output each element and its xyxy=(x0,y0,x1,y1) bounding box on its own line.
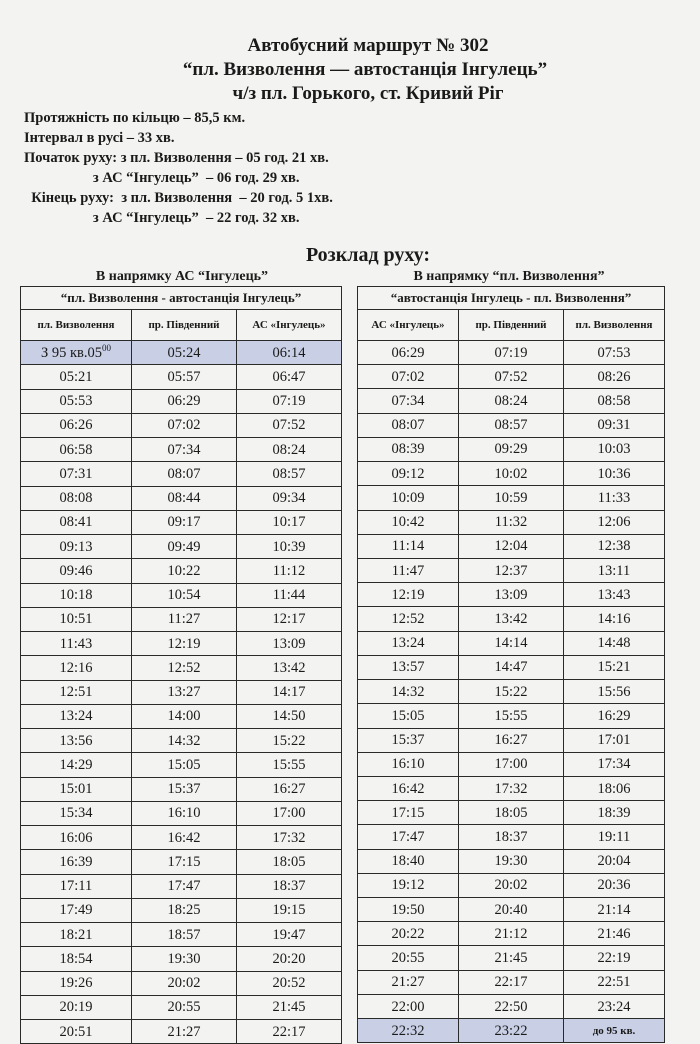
table-cell: 15:05 xyxy=(358,704,459,728)
table-cell: 22:32 xyxy=(358,1019,459,1043)
table-cell: 09:13 xyxy=(21,535,132,559)
table-cell: 21:14 xyxy=(564,898,665,922)
table-row xyxy=(358,776,665,800)
table-row xyxy=(21,729,342,753)
start-time-2: з АС “Інгулець” – 06 год. 29 хв. xyxy=(24,170,300,186)
end-time-2: з АС “Інгулець” – 22 год. 32 хв. xyxy=(24,210,300,226)
table-cell: 09:49 xyxy=(132,535,237,559)
table-cell: 08:57 xyxy=(237,462,342,486)
table-cell: 11:44 xyxy=(237,583,342,607)
table-cell: 13:24 xyxy=(358,631,459,655)
table-cell: 19:30 xyxy=(132,947,237,971)
table-cell: 07:52 xyxy=(459,365,564,389)
table-row xyxy=(21,365,342,389)
table-row xyxy=(21,995,342,1019)
table-cell: 05:21 xyxy=(21,365,132,389)
table-cell: 10:03 xyxy=(564,437,665,461)
table-cell: 07:53 xyxy=(564,341,665,365)
table-row xyxy=(21,389,342,413)
table-cell: 10:59 xyxy=(459,486,564,510)
left-col-header: пл. Визволення xyxy=(21,310,132,341)
table-cell: 20:19 xyxy=(21,995,132,1019)
left-col-header: АС «Інгулець» xyxy=(237,310,342,341)
table-row xyxy=(358,486,665,510)
table-row xyxy=(21,656,342,680)
table-cell: 15:05 xyxy=(132,753,237,777)
table-cell: 15:37 xyxy=(132,777,237,801)
table-cell: 17:01 xyxy=(564,728,665,752)
table-row xyxy=(358,341,665,365)
table-cell: 16:42 xyxy=(358,776,459,800)
end-time-1: Кінець руху: з пл. Визволення – 20 год. 5 1хв. xyxy=(24,190,333,206)
table-row xyxy=(21,704,342,728)
table-cell: 15:55 xyxy=(237,753,342,777)
table-cell: 11:47 xyxy=(358,558,459,582)
table-cell: 10:42 xyxy=(358,510,459,534)
table-cell: 12:19 xyxy=(358,583,459,607)
table-row xyxy=(358,898,665,922)
table-cell: 17:32 xyxy=(237,826,342,850)
table-cell: 15:01 xyxy=(21,777,132,801)
table-row xyxy=(21,850,342,874)
table-cell: 22:50 xyxy=(459,994,564,1018)
table-cell: 14:32 xyxy=(132,729,237,753)
table-cell: до 95 кв. xyxy=(564,1019,665,1043)
table-cell: 13:11 xyxy=(564,558,665,582)
table-cell: 13:27 xyxy=(132,680,237,704)
table-cell: 21:46 xyxy=(564,922,665,946)
table-row xyxy=(21,510,342,534)
route-info xyxy=(24,108,333,228)
table-cell: 08:44 xyxy=(132,486,237,510)
table-row xyxy=(21,898,342,922)
table-cell: 13:43 xyxy=(564,583,665,607)
table-row xyxy=(358,970,665,994)
table-cell: 20:55 xyxy=(132,995,237,1019)
table-cell: 07:02 xyxy=(358,365,459,389)
table-row xyxy=(358,873,665,897)
table-cell: 21:45 xyxy=(237,995,342,1019)
table-row xyxy=(21,1020,342,1044)
table-cell: 08:07 xyxy=(358,413,459,437)
table-cell: 06:29 xyxy=(358,341,459,365)
table-cell: 21:45 xyxy=(459,946,564,970)
right-col-header: пл. Визволення xyxy=(564,310,665,341)
table-row xyxy=(358,413,665,437)
table-cell: 17:11 xyxy=(21,874,132,898)
route-via-title: ч/з пл. Горького, ст. Кривий Ріг xyxy=(232,83,504,104)
table-cell: 15:55 xyxy=(459,704,564,728)
table-row xyxy=(358,437,665,461)
right-direction: В напрямку “пл. Визволення” xyxy=(413,269,605,284)
table-cell: 12:17 xyxy=(237,607,342,631)
first-departure-label: З 95 кв.05 xyxy=(40,344,103,361)
table-cell: 22:51 xyxy=(564,970,665,994)
table-row xyxy=(21,486,342,510)
table-cell: 15:21 xyxy=(564,655,665,679)
table-cell: 20:04 xyxy=(564,849,665,873)
table-cell xyxy=(21,341,132,365)
right-col-header: пр. Південний xyxy=(459,310,564,341)
table-cell: 19:12 xyxy=(358,873,459,897)
table-cell: 17:34 xyxy=(564,752,665,776)
table-cell: 22:17 xyxy=(459,970,564,994)
table-row xyxy=(21,438,342,462)
table-cell: 12:06 xyxy=(564,510,665,534)
table-cell: 12:04 xyxy=(459,534,564,558)
title-block xyxy=(0,34,700,106)
left-col-header: пр. Південний xyxy=(132,310,237,341)
table-cell: 11:32 xyxy=(459,510,564,534)
table-cell: 19:50 xyxy=(358,898,459,922)
table-cell: 14:14 xyxy=(459,631,564,655)
table-cell: 23:22 xyxy=(459,1019,564,1043)
table-cell: 05:57 xyxy=(132,365,237,389)
table-cell: 06:29 xyxy=(132,389,237,413)
table-row xyxy=(358,558,665,582)
table-row xyxy=(358,849,665,873)
table-row xyxy=(21,801,342,825)
table-row xyxy=(358,801,665,825)
table-cell: 08:39 xyxy=(358,437,459,461)
table-row xyxy=(21,826,342,850)
table-cell: 17:15 xyxy=(358,801,459,825)
table-cell: 11:12 xyxy=(237,559,342,583)
table-cell: 16:10 xyxy=(358,752,459,776)
table-cell: 17:15 xyxy=(132,850,237,874)
table-row xyxy=(358,680,665,704)
table-cell: 06:58 xyxy=(21,438,132,462)
table-cell: 06:14 xyxy=(237,341,342,365)
table-row xyxy=(358,946,665,970)
table-cell: 21:12 xyxy=(459,922,564,946)
table-cell: 15:37 xyxy=(358,728,459,752)
table-cell: 18:06 xyxy=(564,776,665,800)
table-cell: 13:56 xyxy=(21,729,132,753)
table-cell: 05:24 xyxy=(132,341,237,365)
table-cell: 07:02 xyxy=(132,413,237,437)
table-cell: 16:27 xyxy=(237,777,342,801)
table-cell: 07:52 xyxy=(237,413,342,437)
table-cell: 13:09 xyxy=(459,583,564,607)
table-row xyxy=(21,559,342,583)
table-cell: 14:48 xyxy=(564,631,665,655)
table-cell: 14:32 xyxy=(358,680,459,704)
table-cell: 12:38 xyxy=(564,534,665,558)
table-cell: 22:19 xyxy=(564,946,665,970)
start-time-1: Початок руху: з пл. Визволення – 05 год. 21 хв. xyxy=(24,150,329,166)
table-row xyxy=(358,1019,665,1043)
table-cell: 08:24 xyxy=(237,438,342,462)
route-length: Протяжність по кільцю – 85,5 км. xyxy=(24,110,246,126)
table-cell: 20:51 xyxy=(21,1020,132,1044)
table-cell: 08:57 xyxy=(459,413,564,437)
table-cell: 10:09 xyxy=(358,486,459,510)
table-cell: 18:21 xyxy=(21,923,132,947)
table-cell: 12:16 xyxy=(21,656,132,680)
table-row xyxy=(358,510,665,534)
table-cell: 13:09 xyxy=(237,632,342,656)
table-cell: 16:10 xyxy=(132,801,237,825)
table-cell: 10:02 xyxy=(459,462,564,486)
table-row xyxy=(358,534,665,558)
table-row xyxy=(21,680,342,704)
table-cell: 13:24 xyxy=(21,704,132,728)
table-row xyxy=(358,583,665,607)
route-number-title: Автобусний маршрут № 302 xyxy=(247,35,489,56)
table-row xyxy=(21,535,342,559)
table-cell: 09:29 xyxy=(459,437,564,461)
table-cell: 17:49 xyxy=(21,898,132,922)
table-row xyxy=(358,365,665,389)
table-cell: 20:40 xyxy=(459,898,564,922)
table-cell: 10:39 xyxy=(237,535,342,559)
table-cell: 08:58 xyxy=(564,389,665,413)
table-row xyxy=(21,632,342,656)
table-row xyxy=(358,389,665,413)
table-row xyxy=(21,947,342,971)
table-cell: 14:17 xyxy=(237,680,342,704)
table-cell: 15:22 xyxy=(459,680,564,704)
table-cell: 16:29 xyxy=(564,704,665,728)
table-cell: 07:19 xyxy=(237,389,342,413)
table-cell: 10:54 xyxy=(132,583,237,607)
right-route-header: “автостанція Інгулець - пл. Визволення” xyxy=(358,287,665,310)
table-cell: 19:47 xyxy=(237,923,342,947)
table-row xyxy=(21,777,342,801)
table-cell: 22:17 xyxy=(237,1020,342,1044)
table-cell: 15:56 xyxy=(564,680,665,704)
table-cell: 18:40 xyxy=(358,849,459,873)
schedule-title: Розклад руху: xyxy=(305,244,431,266)
table-cell: 07:34 xyxy=(132,438,237,462)
table-cell: 14:00 xyxy=(132,704,237,728)
table-cell: 14:29 xyxy=(21,753,132,777)
table-cell: 10:36 xyxy=(564,462,665,486)
table-row xyxy=(21,753,342,777)
table-cell: 18:57 xyxy=(132,923,237,947)
table-cell: 07:31 xyxy=(21,462,132,486)
table-row xyxy=(21,923,342,947)
table-row xyxy=(358,631,665,655)
table-cell: 12:52 xyxy=(358,607,459,631)
table-cell: 18:37 xyxy=(237,874,342,898)
left-direction: В напрямку АС “Інгулець” xyxy=(95,269,269,284)
table-cell: 18:37 xyxy=(459,825,564,849)
table-row xyxy=(358,728,665,752)
table-cell: 15:22 xyxy=(237,729,342,753)
table-cell: 10:18 xyxy=(21,583,132,607)
table-row xyxy=(358,704,665,728)
table-cell: 08:41 xyxy=(21,510,132,534)
table-row xyxy=(358,752,665,776)
table-cell: 11:33 xyxy=(564,486,665,510)
table-cell: 23:24 xyxy=(564,994,665,1018)
table-cell: 07:19 xyxy=(459,341,564,365)
table-row xyxy=(21,874,342,898)
first-departure-minutes: 00 xyxy=(102,342,112,353)
table-cell: 11:43 xyxy=(21,632,132,656)
table-row xyxy=(21,413,342,437)
table-cell: 20:20 xyxy=(237,947,342,971)
table-cell: 07:34 xyxy=(358,389,459,413)
route-interval: Інтервал в русі – 33 хв. xyxy=(24,130,175,146)
table-cell: 17:00 xyxy=(237,801,342,825)
table-cell: 12:19 xyxy=(132,632,237,656)
table-cell: 10:17 xyxy=(237,510,342,534)
table-row xyxy=(358,607,665,631)
table-row xyxy=(358,825,665,849)
table-cell: 06:26 xyxy=(21,413,132,437)
table-cell: 20:02 xyxy=(132,971,237,995)
table-cell: 13:42 xyxy=(459,607,564,631)
table-row xyxy=(21,971,342,995)
table-cell: 17:47 xyxy=(358,825,459,849)
table-cell: 21:27 xyxy=(358,970,459,994)
table-cell: 18:05 xyxy=(237,850,342,874)
table-row xyxy=(358,462,665,486)
table-cell: 10:51 xyxy=(21,607,132,631)
table-cell: 08:07 xyxy=(132,462,237,486)
table-cell: 17:00 xyxy=(459,752,564,776)
table-cell: 17:32 xyxy=(459,776,564,800)
table-cell: 10:22 xyxy=(132,559,237,583)
table-cell: 12:52 xyxy=(132,656,237,680)
right-schedule-table xyxy=(357,286,665,1043)
table-cell: 09:17 xyxy=(132,510,237,534)
table-cell: 18:05 xyxy=(459,801,564,825)
table-cell: 12:37 xyxy=(459,558,564,582)
table-cell: 16:42 xyxy=(132,826,237,850)
table-cell: 22:00 xyxy=(358,994,459,1018)
table-cell: 08:08 xyxy=(21,486,132,510)
table-cell: 13:42 xyxy=(237,656,342,680)
table-cell: 12:51 xyxy=(21,680,132,704)
table-cell: 11:27 xyxy=(132,607,237,631)
table-row xyxy=(358,655,665,679)
left-schedule-table xyxy=(20,286,342,1044)
table-cell: 15:34 xyxy=(21,801,132,825)
table-cell: 05:53 xyxy=(21,389,132,413)
table-cell: 09:12 xyxy=(358,462,459,486)
table-cell: 18:25 xyxy=(132,898,237,922)
table-cell: 18:39 xyxy=(564,801,665,825)
table-cell: 09:34 xyxy=(237,486,342,510)
table-row xyxy=(21,583,342,607)
table-cell: 13:57 xyxy=(358,655,459,679)
table-cell: 20:52 xyxy=(237,971,342,995)
right-col-header: АС «Інгулець» xyxy=(358,310,459,341)
table-cell: 16:39 xyxy=(21,850,132,874)
route-name-title: “пл. Визволення — автостанція Інгулець” xyxy=(182,59,548,80)
table-cell: 09:31 xyxy=(564,413,665,437)
table-cell: 18:54 xyxy=(21,947,132,971)
table-cell: 19:11 xyxy=(564,825,665,849)
table-cell: 06:47 xyxy=(237,365,342,389)
table-cell: 17:47 xyxy=(132,874,237,898)
table-cell: 16:27 xyxy=(459,728,564,752)
table-cell: 19:26 xyxy=(21,971,132,995)
table-cell: 14:16 xyxy=(564,607,665,631)
table-cell: 19:30 xyxy=(459,849,564,873)
table-row xyxy=(358,994,665,1018)
table-row xyxy=(21,341,342,365)
table-cell: 14:47 xyxy=(459,655,564,679)
table-cell: 20:55 xyxy=(358,946,459,970)
table-row xyxy=(358,922,665,946)
table-cell: 08:26 xyxy=(564,365,665,389)
table-cell: 20:02 xyxy=(459,873,564,897)
table-cell: 11:14 xyxy=(358,534,459,558)
table-cell: 21:27 xyxy=(132,1020,237,1044)
table-cell: 14:50 xyxy=(237,704,342,728)
table-cell: 20:22 xyxy=(358,922,459,946)
table-cell: 19:15 xyxy=(237,898,342,922)
left-route-header: “пл. Визволення - автостанція Інгулець” xyxy=(21,287,342,310)
table-row xyxy=(21,607,342,631)
table-cell: 08:24 xyxy=(459,389,564,413)
table-cell: 09:46 xyxy=(21,559,132,583)
table-cell: 20:36 xyxy=(564,873,665,897)
table-cell: 16:06 xyxy=(21,826,132,850)
table-row xyxy=(21,462,342,486)
